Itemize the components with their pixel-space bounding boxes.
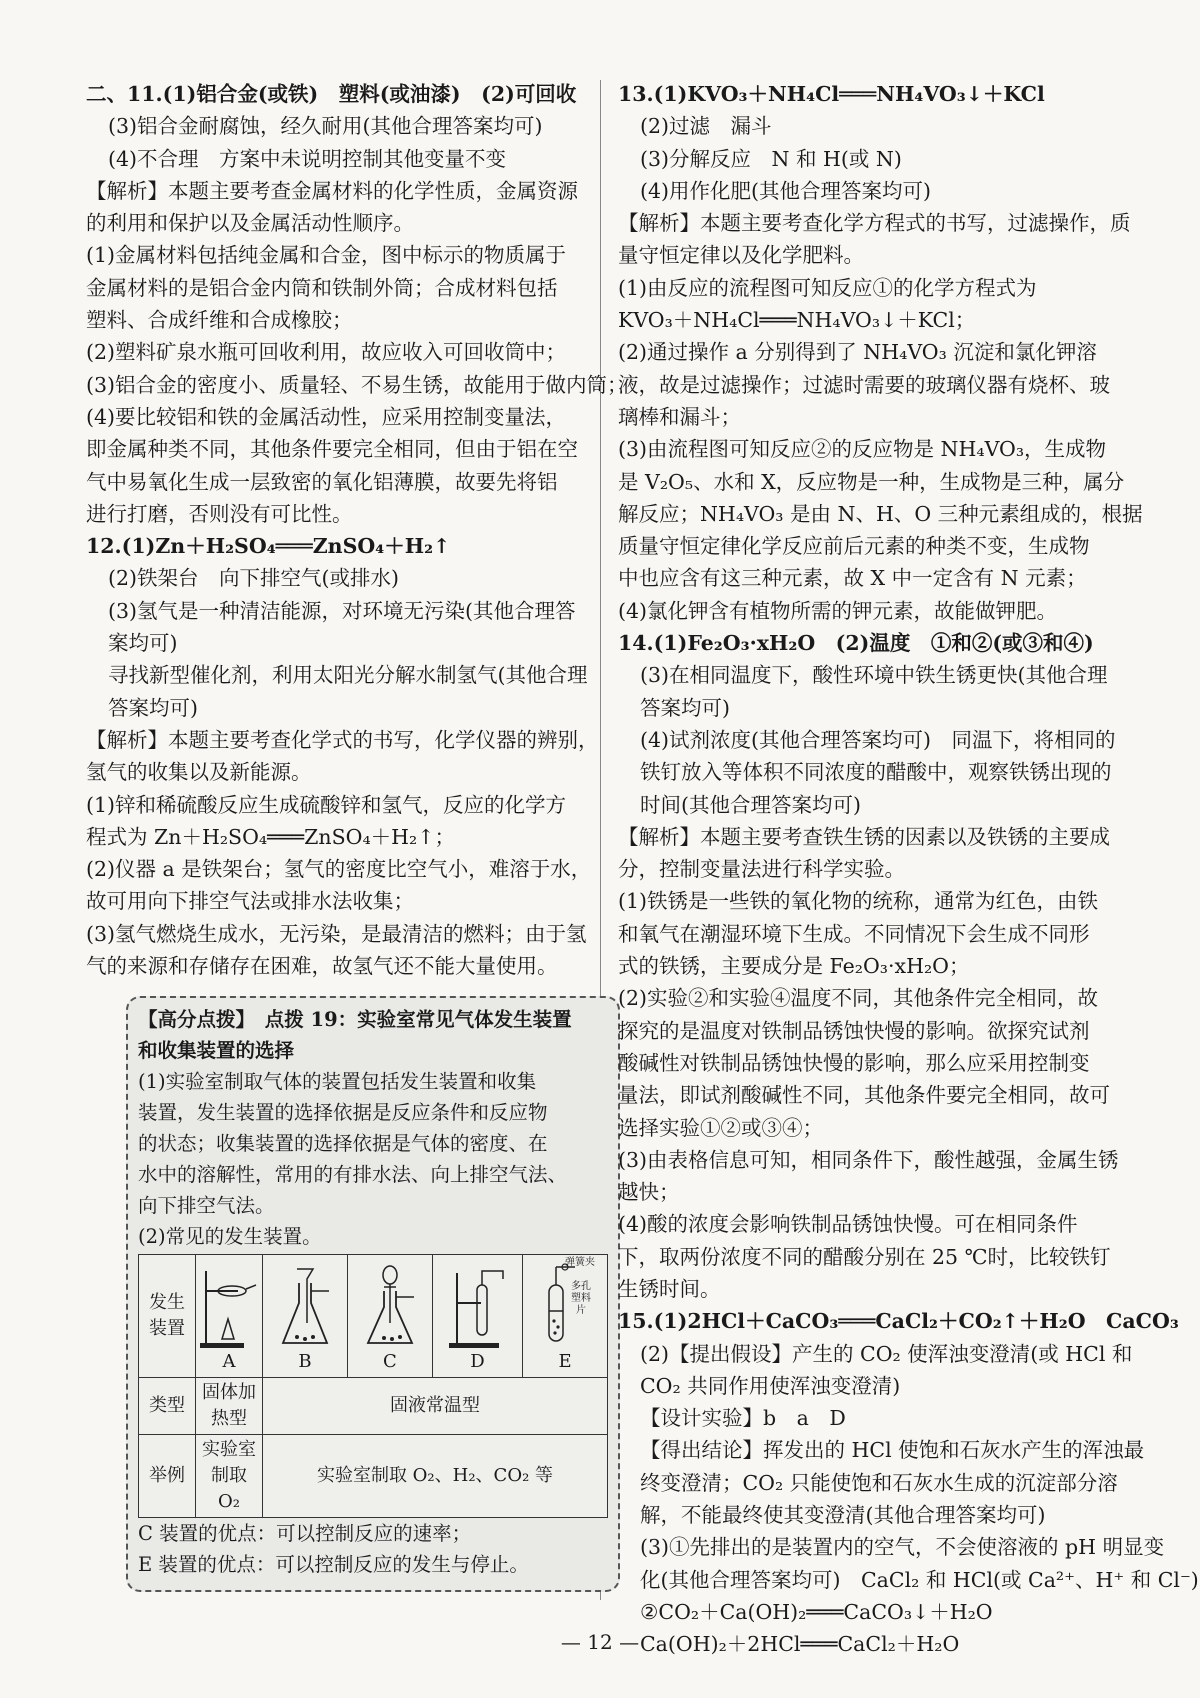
tip-title-line-2: 和收集装置的选择 xyxy=(138,1039,295,1063)
answer-12-line-2: (2)铁架台 向下排空气(或排水) xyxy=(108,566,400,591)
answer-14-line-1: 14.(1)Fe₂O₃·xH₂O (2)温度 ①和②(或③和④) xyxy=(618,631,1094,656)
analysis-12-line-4: 程式为 Zn＋H₂SO₄═══ZnSO₄＋H₂↑； xyxy=(86,824,455,849)
apparatus-e-cell xyxy=(523,1255,608,1378)
analysis-13-line-12: 中也应含有这三种元素，故 X 中一定含有 N 元素； xyxy=(618,566,1087,591)
answer-14-line-5: 铁钉放入等体积不同浓度的醋酸中，观察铁锈出现的 xyxy=(640,760,1112,785)
tip-body-line-4: 水中的溶解性，常用的有排水法、向上排空气法、 xyxy=(138,1163,568,1187)
analysis-14-line-4: 和氧气在潮湿环境下生成。不同情况下会生成不同形 xyxy=(618,921,1090,946)
analysis-12-line-3: (1)锌和稀硫酸反应生成硫酸锌和氢气，反应的化学方 xyxy=(86,792,567,817)
analysis-13-line-9: 是 V₂O₅、水和 X，反应物是一种，生成物是三种，属分 xyxy=(618,469,1125,494)
tip-box xyxy=(126,996,620,1592)
analysis-11-line-3: (1)金属材料包括纯金属和合金，图中标示的物质属于 xyxy=(86,243,567,268)
example-row xyxy=(139,1435,608,1518)
example-bcde: 实验室制取 O₂、H₂、CO₂ 等 xyxy=(263,1435,608,1518)
answer-11-line-2: (3)铝合金耐腐蚀，经久耐用(其他合理答案均可) xyxy=(108,114,543,139)
analysis-14-line-3: (1)铁锈是一些铁的氧化物的统称，通常为红色，由铁 xyxy=(618,889,1099,914)
answer-14-line-4: (4)试剂浓度(其他合理答案均可) 同温下，将相同的 xyxy=(640,727,1116,752)
type-a: 固体加热型 xyxy=(196,1378,263,1435)
analysis-14-line-11: (3)由表格信息可知，相同条件下，酸性越强，金属生锈 xyxy=(618,1147,1119,1172)
analysis-11-line-11: 进行打磨，否则没有可比性。 xyxy=(86,501,353,526)
answer-15-line-6: 终变澄清；CO₂ 只能使饱和石灰水生成的沉淀部分溶 xyxy=(640,1470,1118,1495)
analysis-11-line-5: 塑料、合成纤维和合成橡胶； xyxy=(86,308,353,333)
answer-12-line-1: 12.(1)Zn＋H₂SO₄═══ZnSO₄＋H₂↑ xyxy=(86,534,451,559)
apparatus-b-cell xyxy=(263,1255,348,1378)
analysis-11-line-6: (2)塑料矿泉水瓶可回收利用，故应收入可回收筒中； xyxy=(86,340,567,365)
analysis-11-line-2: 的利用和保护以及金属活动性顺序。 xyxy=(86,211,414,236)
apparatus-a-label: A xyxy=(222,1351,236,1373)
analysis-11-line-7: (3)铝合金的密度小、质量轻、不易生锈，故能用于做内筒； xyxy=(86,372,628,397)
answer-11-line-3: (4)不合理 方案中未说明控制其他变量不变 xyxy=(108,146,507,171)
analysis-13-line-13: (4)氯化钾含有植物所需的钾元素，故能做钾肥。 xyxy=(618,598,1058,623)
apparatus-table xyxy=(138,1254,608,1518)
apparatus-a-cell xyxy=(196,1255,263,1378)
header-apparatus: 发生装置 xyxy=(139,1255,196,1378)
analysis-13-line-6: 液，故是过滤操作；过滤时需要的玻璃仪器有烧杯、玻 xyxy=(618,372,1110,397)
page-number: — 12 — xyxy=(560,1630,640,1654)
analysis-11-line-9: 即金属种类不同，其他条件要完全相同，但由于铝在空 xyxy=(86,437,578,462)
tip-footer-line-1: C 装置的优点：可以控制反应的速率； xyxy=(138,1522,472,1546)
type-row xyxy=(139,1378,608,1435)
tip-title-line-1: 【高分点拨】 点拨 19：实验室常见气体发生装置 xyxy=(138,1008,572,1032)
analysis-14-line-1: 【解析】本题主要考查铁生锈的因素以及铁锈的主要成 xyxy=(618,824,1110,849)
analysis-14-line-13: (4)酸的浓度会影响铁制品锈蚀快慢。可在相同条件 xyxy=(618,1212,1078,1237)
analysis-11-line-8: (4)要比较铝和铁的金属活动性，应采用控制变量法， xyxy=(86,404,567,429)
analysis-12-line-8: 气的来源和存储存在困难，故氢气还不能大量使用。 xyxy=(86,954,558,979)
analysis-13-line-3: (1)由反应的流程图可知反应①的化学方程式为 xyxy=(618,275,1037,300)
analysis-13-line-8: (3)由流程图可知反应②的反应物是 NH₄VO₃，生成物 xyxy=(618,437,1107,462)
apparatus-d-cell xyxy=(432,1255,522,1378)
analysis-13-line-11: 质量守恒定律化学反应前后元素的种类不变，生成物 xyxy=(618,534,1090,559)
analysis-12-line-1: 【解析】本题主要考查化学式的书写，化学仪器的辨别， xyxy=(86,727,599,752)
analysis-12-line-6: 故可用向下排空气法或排水法收集； xyxy=(86,889,414,914)
analysis-14-line-9: 量法，即试剂酸碱性不同，其他条件要完全相同，故可 xyxy=(618,1083,1110,1108)
answer-15-line-10: ②CO₂＋Ca(OH)₂═══CaCO₃↓＋H₂O xyxy=(640,1599,993,1624)
analysis-13-line-7: 璃棒和漏斗； xyxy=(618,404,741,429)
example-a: 实验室制取 O₂ xyxy=(196,1435,263,1518)
analysis-13-line-10: 解反应；NH₄VO₃ 是由 N、H、O 三种元素组成的，根据 xyxy=(618,501,1143,526)
analysis-11-line-1: 【解析】本题主要考查金属材料的化学性质，金属资源 xyxy=(86,178,578,203)
tip-body-line-1: (1)实验室制取气体的装置包括发生装置和收集 xyxy=(138,1070,537,1094)
analysis-12-line-7: (3)氢气燃烧生成水，无污染，是最清洁的燃料；由于氢 xyxy=(86,921,587,946)
answer-13-line-4: (4)用作化肥(其他合理答案均可) xyxy=(640,178,932,203)
left-column xyxy=(86,78,628,1592)
answer-11-line-1: 二、11.(1)铝合金(或铁) 塑料(或油漆) (2)可回收 xyxy=(86,82,577,106)
analysis-12-line-5: (2)仪器 a 是铁架台；氢气的密度比空气小，难溶于水， xyxy=(86,857,592,882)
tip-body-line-6: (2)常见的发生装置。 xyxy=(138,1225,322,1249)
answer-14-line-3: 答案均可) xyxy=(640,695,730,720)
analysis-14-line-2: 分，控制变量法进行科学实验。 xyxy=(618,857,905,882)
analysis-14-line-5: 式的铁锈，主要成分是 Fe₂O₃·xH₂O； xyxy=(618,954,970,979)
apparatus-c-cell xyxy=(347,1255,432,1378)
answer-14-line-6: 时间(其他合理答案均可) xyxy=(640,792,861,817)
header-example: 举例 xyxy=(139,1435,196,1518)
separatory-funnel-flask-icon xyxy=(360,1263,420,1349)
tip-body-line-3: 的状态；收集装置的选择依据是气体的密度、在 xyxy=(138,1132,548,1156)
analysis-14-line-10: 选择实验①②或③④； xyxy=(618,1115,823,1140)
heating-apparatus-icon xyxy=(198,1263,260,1349)
porous-plate-label: 多孔塑料片 xyxy=(571,1281,592,1317)
analysis-13-line-5: (2)通过操作 a 分别得到了 NH₄VO₃ 沉淀和氯化钾溶 xyxy=(618,340,1097,365)
answer-13-line-3: (3)分解反应 N 和 H(或 N) xyxy=(640,146,902,171)
apparatus-row xyxy=(139,1255,608,1378)
spring-clip-label: 弹簧夹 xyxy=(565,1257,596,1269)
analysis-13-line-1: 【解析】本题主要考查化学方程式的书写，过滤操作，质 xyxy=(618,211,1131,236)
header-type: 类型 xyxy=(139,1378,196,1435)
analysis-14-line-6: (2)实验②和实验④温度不同，其他条件完全相同，故 xyxy=(618,986,1099,1011)
answer-15-line-4: 【设计实验】b a D xyxy=(640,1406,846,1431)
right-column xyxy=(618,78,1199,1661)
answer-15-line-3: CO₂ 共同作用使浑浊变澄清) xyxy=(640,1373,901,1398)
answer-13-line-2: (2)过滤 漏斗 xyxy=(640,114,772,139)
analysis-14-line-14: 下，取两份浓度不同的醋酸分别在 25 ℃时，比较铁钉 xyxy=(618,1244,1111,1269)
analysis-11-line-4: 金属材料的是铝合金内筒和铁制外筒；合成材料包括 xyxy=(86,275,558,300)
answer-15-line-7: 解，不能最终使其变澄清(其他合理答案均可) xyxy=(640,1503,1046,1528)
analysis-14-line-7: 探究的是温度对铁制品锈蚀快慢的影响。欲探究试剂 xyxy=(618,1018,1090,1043)
analysis-12-line-2: 氢气的收集以及新能源。 xyxy=(86,760,312,785)
apparatus-e-label: E xyxy=(558,1351,572,1373)
answer-15-line-9: 化(其他合理答案均可) CaCl₂ 和 HCl(或 Ca²⁺、H⁺ 和 Cl⁻) xyxy=(640,1567,1199,1592)
apparatus-c-label: C xyxy=(383,1351,397,1373)
analysis-13-line-4: KVO₃＋NH₄Cl═══NH₄VO₃↓＋KCl； xyxy=(618,308,976,333)
answer-12-line-3: (3)氢气是一种清洁能源，对环境无污染(其他合理答 xyxy=(108,598,576,623)
analysis-14-line-8: 酸碱性对铁制品锈蚀快慢的影响，那么应采用控制变 xyxy=(618,1050,1090,1075)
answer-12-line-6: 答案均可) xyxy=(108,695,198,720)
conical-flask-funnel-icon xyxy=(275,1263,335,1349)
answer-12-line-4: 案均可) xyxy=(108,631,178,656)
type-bcde: 固液常温型 xyxy=(263,1378,608,1435)
answer-12-line-5: 寻找新型催化剂，利用太阳光分解水制氢气(其他合理 xyxy=(108,663,588,688)
analysis-11-line-10: 气中易氧化生成一层致密的氧化铝薄膜，故要先将铝 xyxy=(86,469,558,494)
tip-footer-line-2: E 装置的优点：可以控制反应的发生与停止。 xyxy=(138,1553,529,1577)
answer-13-line-1: 13.(1)KVO₃＋NH₄Cl═══NH₄VO₃↓＋KCl xyxy=(618,82,1045,106)
answer-15-line-8: (3)①先排出的是装置内的空气，不会使溶液的 pH 明显变 xyxy=(640,1535,1165,1560)
test-tube-stand-icon xyxy=(445,1263,509,1349)
analysis-13-line-2: 量守恒定律以及化学肥料。 xyxy=(618,243,864,268)
answer-14-line-2: (3)在相同温度下，酸性环境中铁生锈更快(其他合理 xyxy=(640,663,1108,688)
analysis-14-line-12: 越快； xyxy=(618,1180,680,1205)
tip-body-line-5: 向下排空气法。 xyxy=(138,1194,275,1218)
tip-body-line-2: 装置，发生装置的选择依据是反应条件和反应物 xyxy=(138,1101,548,1125)
apparatus-d-label: D xyxy=(470,1351,485,1373)
answer-15-line-2: (2)【提出假设】产生的 CO₂ 使浑浊变澄清(或 HCl 和 xyxy=(640,1341,1133,1366)
answer-15-line-5: 【得出结论】挥发出的 HCl 使饱和石灰水产生的浑浊最 xyxy=(640,1438,1145,1463)
answer-15-line-11: Ca(OH)₂＋2HCl═══CaCl₂＋H₂O xyxy=(640,1632,960,1657)
apparatus-b-label: B xyxy=(298,1351,312,1373)
answer-15-line-1: 15.(1)2HCl＋CaCO₃═══CaCl₂＋CO₂↑＋H₂O CaCO₃ xyxy=(618,1309,1179,1334)
analysis-14-line-15: 生锈时间。 xyxy=(618,1276,721,1301)
